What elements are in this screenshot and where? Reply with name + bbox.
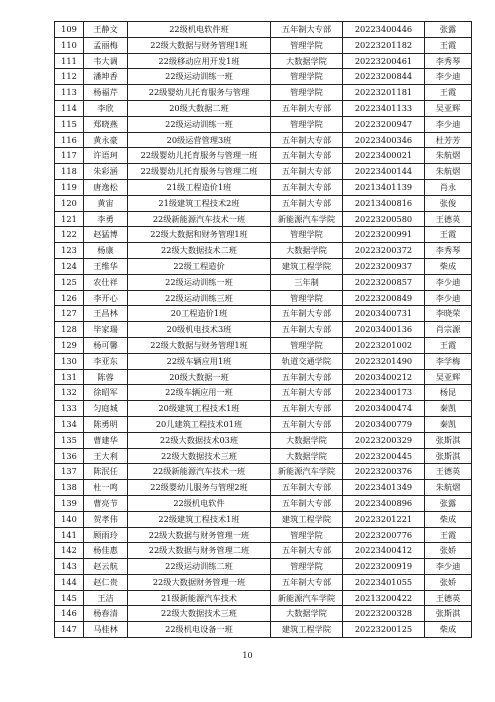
student-name-cell: 李勇	[84, 211, 128, 227]
department-cell: 五年制大专部	[271, 385, 343, 401]
teacher-name-cell: 李秀琴	[425, 53, 472, 69]
row-number-cell: 139	[55, 495, 84, 511]
table-row	[55, 337, 472, 353]
row-number-cell: 126	[55, 290, 84, 306]
teacher-name-cell: 李少迪	[425, 559, 472, 575]
table-row	[55, 353, 472, 369]
row-number-cell: 120	[55, 195, 84, 211]
student-id-cell: 20223400412	[343, 543, 425, 559]
student-name-cell: 农仕祥	[84, 274, 128, 290]
class-name-cell: 20级大数据一班	[128, 369, 271, 385]
class-name-cell: 22级婴幼儿托育服务与管理	[128, 85, 271, 101]
teacher-name-cell: 李学梅	[425, 353, 472, 369]
row-number-cell: 134	[55, 416, 84, 432]
student-id-cell: 20223200580	[343, 211, 425, 227]
department-cell: 五年制大专部	[271, 306, 343, 322]
teacher-name-cell: 朱航熠	[425, 148, 472, 164]
row-number-cell: 113	[55, 85, 84, 101]
class-name-cell: 20级机电技术3班	[128, 322, 271, 338]
student-id-cell: 20223200776	[343, 527, 425, 543]
table-row	[55, 148, 472, 164]
table-row	[55, 369, 472, 385]
student-name-cell: 匀庭城	[84, 401, 128, 417]
row-number-cell: 127	[55, 306, 84, 322]
teacher-name-cell: 秦凯	[425, 401, 472, 417]
row-number-cell: 122	[55, 227, 84, 243]
class-name-cell: 20工程造价1班	[128, 306, 271, 322]
class-name-cell: 22级新能源汽车技术一班	[128, 211, 271, 227]
teacher-name-cell: 秦凯	[425, 416, 472, 432]
table-row	[55, 527, 472, 543]
department-cell: 五年制大专部	[271, 322, 343, 338]
class-name-cell: 22级大数据技术03班	[128, 432, 271, 448]
student-name-cell: 毕家瑞	[84, 322, 128, 338]
department-cell: 五年制大专部	[271, 195, 343, 211]
class-name-cell: 22级婴幼儿托育服务与管理一班	[128, 148, 271, 164]
row-number-cell: 119	[55, 179, 84, 195]
department-cell: 五年制大专部	[271, 369, 343, 385]
student-id-cell: 20223400346	[343, 132, 425, 148]
teacher-name-cell: 张斯淇	[425, 432, 472, 448]
student-name-cell: 杨康	[84, 243, 128, 259]
row-number-cell: 124	[55, 258, 84, 274]
student-id-cell: 20223200947	[343, 116, 425, 132]
class-name-cell: 22级运动训练三班	[128, 290, 271, 306]
teacher-name-cell: 李少迪	[425, 69, 472, 85]
student-id-cell: 20203400779	[343, 416, 425, 432]
row-number-cell: 143	[55, 559, 84, 575]
table-row	[55, 574, 472, 590]
row-number-cell: 136	[55, 448, 84, 464]
row-number-cell: 115	[55, 116, 84, 132]
table-row	[55, 622, 472, 638]
student-id-cell: 20213400816	[343, 195, 425, 211]
class-name-cell: 22级大数据与财务管理1班	[128, 337, 271, 353]
department-cell: 建筑工程学院	[271, 511, 343, 527]
table-row	[55, 132, 472, 148]
department-cell: 五年制大专部	[271, 132, 343, 148]
teacher-name-cell: 吴亚辉	[425, 100, 472, 116]
row-number-cell: 137	[55, 464, 84, 480]
class-name-cell: 21级新能源汽车技术	[128, 590, 271, 606]
teacher-name-cell: 柴成	[425, 258, 472, 274]
class-name-cell: 21级工程造价1班	[128, 179, 271, 195]
row-number-cell: 128	[55, 322, 84, 338]
table-row	[55, 606, 472, 622]
student-id-cell: 20223200461	[343, 53, 425, 69]
student-id-cell: 20203400731	[343, 306, 425, 322]
department-cell: 五年制大专部	[271, 22, 343, 38]
teacher-name-cell: 李晓荣	[425, 306, 472, 322]
student-name-cell: 徐昭军	[84, 385, 128, 401]
student-name-cell: 杨福芹	[84, 85, 128, 101]
student-id-cell: 20203400212	[343, 369, 425, 385]
teacher-name-cell: 李秀琴	[425, 243, 472, 259]
row-number-cell: 130	[55, 353, 84, 369]
table-row	[55, 495, 472, 511]
department-cell: 管理学院	[271, 559, 343, 575]
student-id-cell: 20223401349	[343, 480, 425, 496]
teacher-name-cell: 张露	[425, 22, 472, 38]
student-name-cell: 杨佳惠	[84, 543, 128, 559]
table-row	[55, 385, 472, 401]
class-name-cell: 22级建筑工程技术1班	[128, 511, 271, 527]
page-number: 10	[242, 651, 253, 660]
department-cell: 大数据学院	[271, 243, 343, 259]
student-name-cell: 韦大调	[84, 53, 128, 69]
student-id-cell: 20203400136	[343, 322, 425, 338]
class-name-cell: 20级大数据二班	[128, 100, 271, 116]
teacher-name-cell: 张斯淇	[425, 448, 472, 464]
department-cell: 大数据学院	[271, 448, 343, 464]
table-row	[55, 53, 472, 69]
department-cell: 五年制大专部	[271, 543, 343, 559]
department-cell: 管理学院	[271, 85, 343, 101]
teacher-name-cell: 朱航熠	[425, 164, 472, 180]
student-id-cell: 20223200857	[343, 274, 425, 290]
teacher-name-cell: 王德英	[425, 590, 472, 606]
student-name-cell: 贺孝伟	[84, 511, 128, 527]
teacher-name-cell: 王德英	[425, 464, 472, 480]
teacher-name-cell: 王霞	[425, 37, 472, 53]
student-name-cell: 顾雨玲	[84, 527, 128, 543]
row-number-cell: 141	[55, 527, 84, 543]
student-name-cell: 李开心	[84, 290, 128, 306]
department-cell: 五年制大专部	[271, 148, 343, 164]
class-name-cell: 20儿建筑工程技术01班	[128, 416, 271, 432]
class-name-cell: 20级运营管理3班	[128, 132, 271, 148]
student-id-cell: 20223200849	[343, 290, 425, 306]
row-number-cell: 110	[55, 37, 84, 53]
row-number-cell: 116	[55, 132, 84, 148]
row-number-cell: 118	[55, 164, 84, 180]
row-number-cell: 133	[55, 401, 84, 417]
row-number-cell: 147	[55, 622, 84, 638]
department-cell: 五年制大专部	[271, 401, 343, 417]
row-number-cell: 135	[55, 432, 84, 448]
table-row	[55, 22, 472, 38]
teacher-name-cell: 杨昆	[425, 385, 472, 401]
student-id-cell: 20223200937	[343, 258, 425, 274]
student-name-cell: 李欣	[84, 100, 128, 116]
roster-body	[55, 22, 472, 638]
class-name-cell: 22级机电软件	[128, 495, 271, 511]
student-name-cell: 杨可馨	[84, 337, 128, 353]
teacher-name-cell: 李少迪	[425, 290, 472, 306]
teacher-name-cell: 张露	[425, 495, 472, 511]
student-id-cell: 20223200372	[343, 243, 425, 259]
student-name-cell: 杜一鸣	[84, 480, 128, 496]
teacher-name-cell: 王德英	[425, 211, 472, 227]
teacher-name-cell: 柴成	[425, 511, 472, 527]
student-name-cell: 曹建华	[84, 432, 128, 448]
student-name-cell: 黄宙	[84, 195, 128, 211]
department-cell: 管理学院	[271, 290, 343, 306]
row-number-cell: 114	[55, 100, 84, 116]
student-id-cell: 20223200328	[343, 606, 425, 622]
row-number-cell: 140	[55, 511, 84, 527]
student-name-cell: 李亚东	[84, 353, 128, 369]
class-name-cell: 22级新能源汽车技术一班	[128, 464, 271, 480]
class-name-cell: 22级车辆应用一班	[128, 385, 271, 401]
student-id-cell: 20223400173	[343, 385, 425, 401]
row-number-cell: 125	[55, 274, 84, 290]
department-cell: 轨道交通学院	[271, 353, 343, 369]
department-cell: 五年制大专部	[271, 179, 343, 195]
row-number-cell: 146	[55, 606, 84, 622]
row-number-cell: 144	[55, 574, 84, 590]
student-name-cell: 王昌林	[84, 306, 128, 322]
table-row	[55, 322, 472, 338]
class-name-cell: 22级婴幼儿服务与管理2班	[128, 480, 271, 496]
teacher-name-cell: 张俊	[425, 195, 472, 211]
student-name-cell: 杨春清	[84, 606, 128, 622]
department-cell: 建筑工程学院	[271, 258, 343, 274]
class-name-cell: 22级机电软件班	[128, 22, 271, 38]
table-row	[55, 543, 472, 559]
teacher-name-cell: 朱航熠	[425, 480, 472, 496]
teacher-name-cell: 李少迪	[425, 116, 472, 132]
department-cell: 新能源汽车学院	[271, 464, 343, 480]
row-number-cell: 112	[55, 69, 84, 85]
department-cell: 新能源汽车学院	[271, 211, 343, 227]
class-name-cell: 22级机电设备一班	[128, 622, 271, 638]
class-name-cell: 22级运动训练一班	[128, 116, 271, 132]
department-cell: 管理学院	[271, 116, 343, 132]
row-number-cell: 138	[55, 480, 84, 496]
student-name-cell: 许语珂	[84, 148, 128, 164]
department-cell: 三年制	[271, 274, 343, 290]
table-row	[55, 37, 472, 53]
department-cell: 五年制大专部	[271, 416, 343, 432]
department-cell: 大数据学院	[271, 432, 343, 448]
table-row	[55, 401, 472, 417]
table-row	[55, 274, 472, 290]
student-id-cell: 20223201002	[343, 337, 425, 353]
student-id-cell: 20213200422	[343, 590, 425, 606]
row-number-cell: 132	[55, 385, 84, 401]
teacher-name-cell: 肖永	[425, 179, 472, 195]
student-id-cell: 20223200919	[343, 559, 425, 575]
student-name-cell: 赵猛博	[84, 227, 128, 243]
student-id-cell: 20223200991	[343, 227, 425, 243]
department-cell: 大数据学院	[271, 53, 343, 69]
teacher-name-cell: 王霞	[425, 227, 472, 243]
student-name-cell: 赵云航	[84, 559, 128, 575]
teacher-name-cell: 杜芳芳	[425, 132, 472, 148]
table-row	[55, 243, 472, 259]
student-name-cell: 朱彩涵	[84, 164, 128, 180]
class-name-cell: 22级大数据与财务管理1班	[128, 37, 271, 53]
student-roster-table	[54, 21, 472, 638]
table-row	[55, 448, 472, 464]
class-name-cell: 20级建筑工程技术1班	[128, 401, 271, 417]
table-row	[55, 100, 472, 116]
table-row	[55, 464, 472, 480]
row-number-cell: 142	[55, 543, 84, 559]
student-name-cell: 陈蓉	[84, 369, 128, 385]
teacher-name-cell: 张娇	[425, 543, 472, 559]
row-number-cell: 109	[55, 22, 84, 38]
student-id-cell: 20223400446	[343, 22, 425, 38]
department-cell: 五年制大专部	[271, 480, 343, 496]
table-row	[55, 164, 472, 180]
student-id-cell: 20223400144	[343, 164, 425, 180]
student-id-cell: 20223401055	[343, 574, 425, 590]
student-id-cell: 20223200125	[343, 622, 425, 638]
student-id-cell: 20223401133	[343, 100, 425, 116]
student-id-cell: 20223200376	[343, 464, 425, 480]
department-cell: 新能源汽车学院	[271, 590, 343, 606]
teacher-name-cell: 肖宗源	[425, 322, 472, 338]
department-cell: 五年制大专部	[271, 164, 343, 180]
table-row	[55, 511, 472, 527]
student-name-cell: 王静文	[84, 22, 128, 38]
teacher-name-cell: 张斯淇	[425, 606, 472, 622]
table-row	[55, 179, 472, 195]
department-cell: 管理学院	[271, 337, 343, 353]
student-name-cell: 赵仁贵	[84, 574, 128, 590]
teacher-name-cell: 柴成	[425, 622, 472, 638]
student-name-cell: 黄永豪	[84, 132, 128, 148]
department-cell: 建筑工程学院	[271, 622, 343, 638]
student-id-cell: 20223201181	[343, 85, 425, 101]
table-row	[55, 432, 472, 448]
class-name-cell: 22级婴幼儿托育服务与管理二班	[128, 164, 271, 180]
student-name-cell: 郑晓燕	[84, 116, 128, 132]
department-cell: 管理学院	[271, 527, 343, 543]
student-id-cell: 20223201182	[343, 37, 425, 53]
table-row	[55, 195, 472, 211]
student-id-cell: 20223201221	[343, 511, 425, 527]
student-name-cell: 王大利	[84, 448, 128, 464]
department-cell: 五年制大专部	[271, 100, 343, 116]
student-name-cell: 陈勇明	[84, 416, 128, 432]
row-number-cell: 131	[55, 369, 84, 385]
table-row	[55, 559, 472, 575]
row-number-cell: 123	[55, 243, 84, 259]
teacher-name-cell: 张娇	[425, 574, 472, 590]
table-row	[55, 290, 472, 306]
department-cell: 五年制大专部	[271, 574, 343, 590]
teacher-name-cell: 王霞	[425, 85, 472, 101]
student-name-cell: 王洁	[84, 590, 128, 606]
student-id-cell: 20213401139	[343, 179, 425, 195]
table-row	[55, 590, 472, 606]
student-id-cell: 20223200445	[343, 448, 425, 464]
class-name-cell: 22级大数据技术三班	[128, 448, 271, 464]
class-name-cell: 22级工程造价	[128, 258, 271, 274]
student-name-cell: 王维华	[84, 258, 128, 274]
student-name-cell: 曹亮节	[84, 495, 128, 511]
row-number-cell: 121	[55, 211, 84, 227]
table-row	[55, 69, 472, 85]
student-id-cell: 20223400896	[343, 495, 425, 511]
teacher-name-cell: 王霞	[425, 337, 472, 353]
department-cell: 五年制大专部	[271, 495, 343, 511]
class-name-cell: 22级大数据与财务管理二班	[128, 543, 271, 559]
table-row	[55, 306, 472, 322]
student-id-cell: 20203400474	[343, 401, 425, 417]
class-name-cell: 22级大数据财务管理一班	[128, 574, 271, 590]
class-name-cell: 22级移动应用开发1班	[128, 53, 271, 69]
row-number-cell: 111	[55, 53, 84, 69]
row-number-cell: 145	[55, 590, 84, 606]
table-row	[55, 480, 472, 496]
class-name-cell: 22级运动训练一班	[128, 69, 271, 85]
student-id-cell: 20223400021	[343, 148, 425, 164]
student-name-cell: 马桂林	[84, 622, 128, 638]
class-name-cell: 22级运动训练二班	[128, 559, 271, 575]
student-id-cell: 20223200844	[343, 69, 425, 85]
class-name-cell: 22级大数据和财务管理1班	[128, 227, 271, 243]
class-name-cell: 22级大数据与财务管理一班	[128, 527, 271, 543]
class-name-cell: 21级建筑工程技术2班	[128, 195, 271, 211]
student-name-cell: 潘坤香	[84, 69, 128, 85]
teacher-name-cell: 李少迪	[425, 274, 472, 290]
student-name-cell: 孟丽梅	[84, 37, 128, 53]
table-row	[55, 416, 472, 432]
class-name-cell: 22级运动训练一班	[128, 274, 271, 290]
table-row	[55, 85, 472, 101]
table-row	[55, 116, 472, 132]
student-name-cell: 唐逸松	[84, 179, 128, 195]
class-name-cell: 22级车辆应用1班	[128, 353, 271, 369]
department-cell: 管理学院	[271, 227, 343, 243]
teacher-name-cell: 吴亚辉	[425, 369, 472, 385]
table-row	[55, 227, 472, 243]
row-number-cell: 117	[55, 148, 84, 164]
department-cell: 大数据学院	[271, 606, 343, 622]
class-name-cell: 22级大数据技术二班	[128, 243, 271, 259]
teacher-name-cell: 王霞	[425, 527, 472, 543]
row-number-cell: 129	[55, 337, 84, 353]
department-cell: 管理学院	[271, 37, 343, 53]
student-name-cell: 陈泯任	[84, 464, 128, 480]
student-id-cell: 20223201490	[343, 353, 425, 369]
table-row	[55, 258, 472, 274]
table-row	[55, 211, 472, 227]
department-cell: 管理学院	[271, 69, 343, 85]
class-name-cell: 22级大数据技术三班	[128, 606, 271, 622]
student-id-cell: 20223200329	[343, 432, 425, 448]
